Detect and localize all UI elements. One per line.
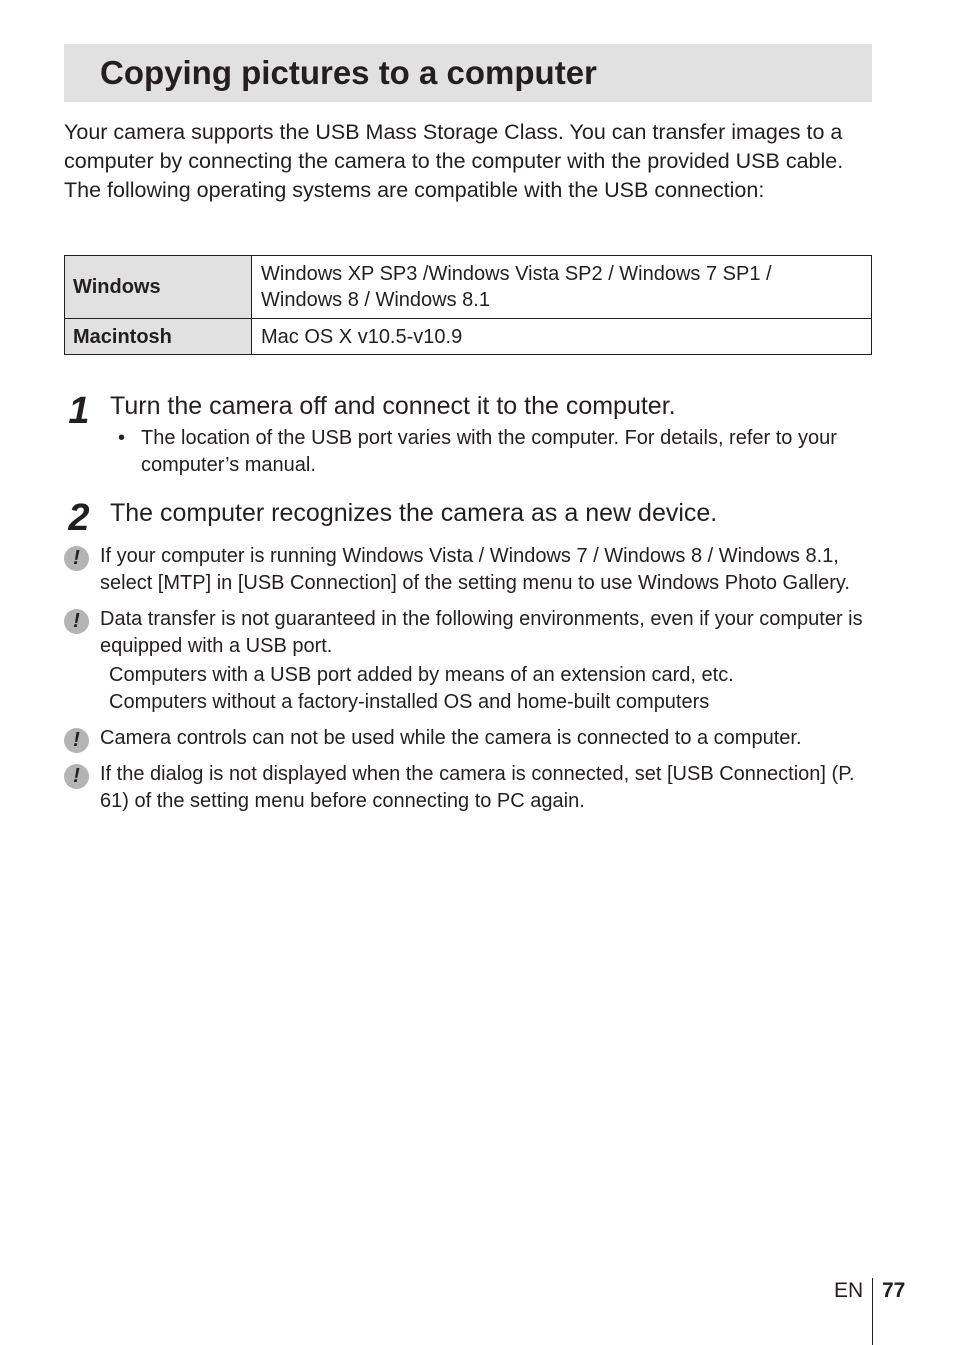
caution-notes — [64, 543, 874, 824]
list-item — [118, 425, 878, 479]
bullet-text: The location of the USB port varies with the computer. For details, refer to your computer’s manual. — [141, 427, 837, 476]
note-text: If your computer is running Windows Vista / Windows 7 / Windows 8 / Windows 8.1, select [MTP] in [USB Connection] of the setting menu to use Windows Photo Gallery. — [100, 545, 850, 594]
os-name-cell: Macintosh — [65, 319, 252, 355]
note-text: Data transfer is not guaranteed in the following environments, even if your computer is equipped with a USB port. — [100, 608, 863, 657]
step-instruction: The computer recognizes the camera as a new device. — [110, 499, 718, 527]
caution-icon: ! — [64, 728, 89, 753]
os-versions-cell — [252, 319, 872, 355]
caution-note — [64, 725, 874, 752]
step-instruction: Turn the camera off and connect it to the computer. — [110, 392, 676, 420]
os-versions-line: Mac OS X v10.5-v10.9 — [261, 325, 463, 348]
os-versions-cell — [252, 256, 872, 319]
bullet-icon: • — [118, 427, 126, 449]
caution-note — [64, 606, 874, 716]
note-text: Camera controls can not be used while the camera is connected to a computer. — [100, 727, 802, 749]
page-footer — [800, 1278, 920, 1345]
os-versions-line: Windows XP SP3 /Windows Vista SP2 / Windows 7 SP1 / — [261, 263, 772, 285]
caution-icon: ! — [64, 764, 89, 789]
note-sub-line: Computers without a factory-installed OS and home-built computers — [109, 691, 710, 713]
step-number: 1 — [68, 390, 90, 432]
compatible-os-table — [64, 255, 872, 355]
section-title-bar — [64, 44, 872, 102]
page-number: 77 — [882, 1279, 906, 1302]
footer-divider — [872, 1278, 873, 1345]
os-versions-line: Windows 8 / Windows 8.1 — [261, 289, 490, 311]
table-row — [65, 319, 872, 355]
step-bullet-list — [118, 425, 878, 479]
note-text: If the dialog is not displayed when the camera is connected, set [USB Connection] (P. 61) of the setting menu before connecting to PC again. — [100, 763, 855, 812]
intro-paragraph: Your camera supports the USB Mass Storage Class. You can transfer images to a computer by connecting the camera to the computer with the provided USB cable. The following operating systems are compatible with the USB connection: — [64, 120, 844, 202]
table-row — [65, 256, 872, 319]
caution-note — [64, 761, 874, 815]
step-number: 2 — [68, 497, 90, 539]
note-sub-line: Computers with a USB port added by means of an extension card, etc. — [109, 664, 734, 686]
page-title: Copying pictures to a computer — [100, 54, 597, 91]
caution-icon: ! — [64, 609, 89, 634]
caution-icon: ! — [64, 546, 89, 571]
caution-note — [64, 543, 874, 597]
language-code: EN — [834, 1279, 864, 1302]
os-name-cell: Windows — [65, 256, 252, 319]
